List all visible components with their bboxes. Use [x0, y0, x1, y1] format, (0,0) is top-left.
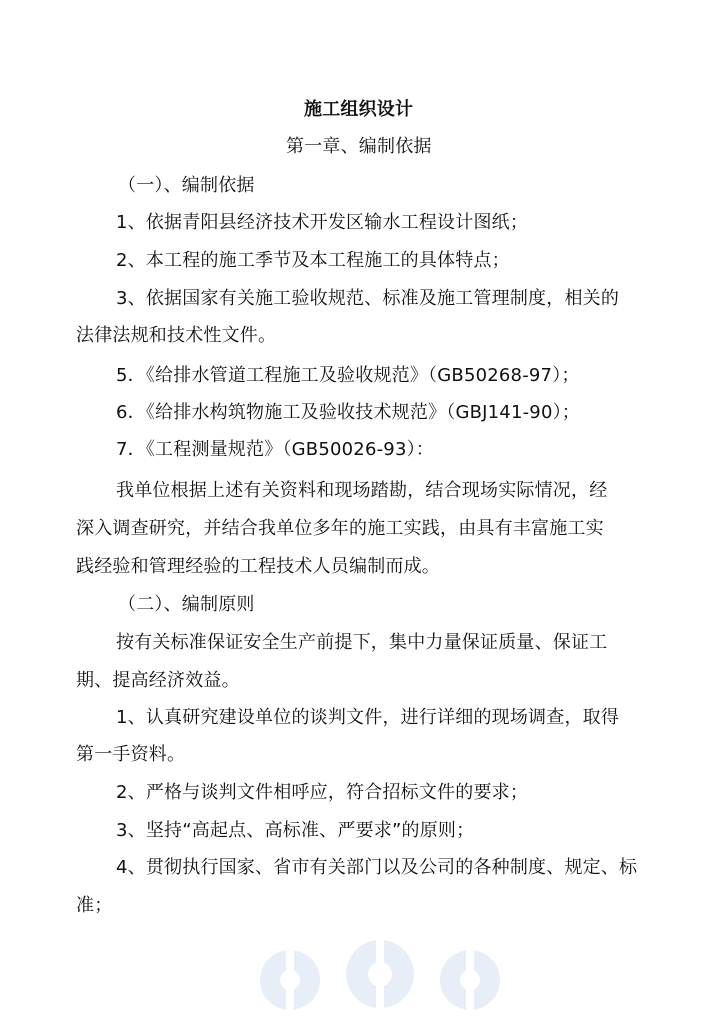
principle-item-3: 3、坚持“高起点、高标准、严要求”的原则；	[116, 820, 475, 841]
snowflake-watermark-icon	[230, 930, 530, 1024]
document-title: 施工组织设计	[304, 99, 414, 120]
basis-item-2: 2、本工程的施工季节及本工程施工的具体特点；	[116, 250, 510, 271]
principle-item-4-cont: 准；	[76, 895, 113, 916]
basis-item-3: 3、依据国家有关施工验收规范、标准及施工管理制度，相关的	[116, 288, 620, 309]
principle-item-1: 1、认真研究建设单位的谈判文件，进行详细的现场调查，取得	[116, 707, 620, 728]
principle-item-2: 2、严格与谈判文件相呼应，符合招标文件的要求；	[116, 782, 529, 803]
section1-heading: （一）、编制依据	[118, 175, 255, 196]
basis-paragraph-line-3: 践经验和管理经验的工程技术人员编制而成。	[76, 556, 440, 577]
basis-item-6: 6．《给排水构筑物施工及验收技术规范》（GBJ141-90）；	[116, 402, 581, 423]
basis-paragraph-line-1: 我单位根据上述有关资料和现场踏勘，结合现场实际情况，经	[116, 480, 608, 501]
section2-heading: （二）、编制原则	[118, 594, 255, 615]
principle-paragraph-line-1: 按有关标准保证安全生产前提下，集中力量保证质量、保证工	[116, 632, 608, 653]
principle-item-1-cont: 第一手资料。	[76, 744, 186, 765]
chapter-heading: 第一章、编制依据	[286, 136, 432, 157]
basis-item-5: 5．《给排水管道工程施工及验收规范》（GB50268-97）；	[116, 365, 580, 386]
principle-item-4: 4、贯彻执行国家、省市有关部门以及公司的各种制度、规定、标	[116, 857, 638, 878]
basis-item-1: 1、依据青阳县经济技术开发区输水工程设计图纸；	[116, 212, 529, 233]
basis-paragraph-line-2: 深入调查研究，并结合我单位多年的施工实践，由具有丰富施工实	[76, 518, 604, 539]
basis-item-7: 7．《工程测量规范》（GB50026-93）：	[116, 439, 435, 460]
principle-paragraph-line-2: 期、提高经济效益。	[76, 670, 240, 691]
basis-item-3-cont: 法律法规和技术性文件。	[76, 325, 277, 346]
